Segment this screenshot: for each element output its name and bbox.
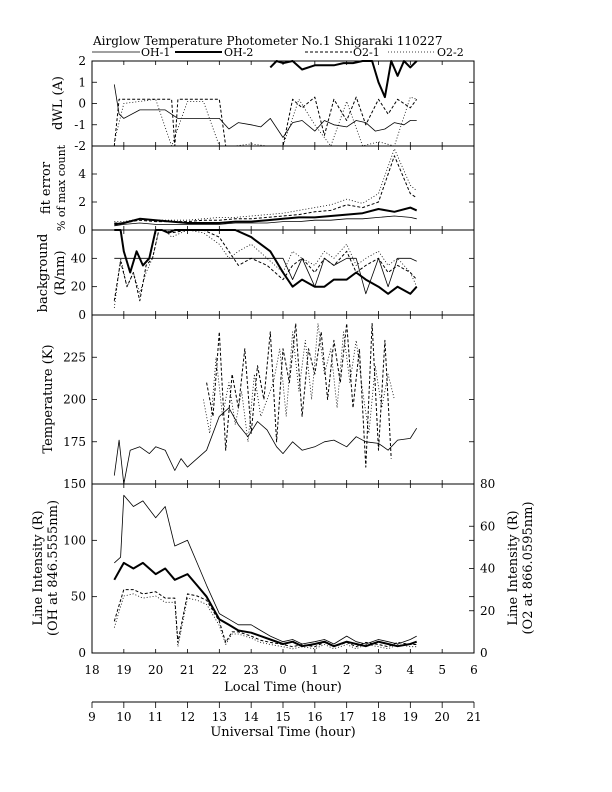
ylabel-fit-line2: % of max count <box>55 144 68 232</box>
ylabel-intensity-left-line1: Line Intensity (R) <box>31 510 46 626</box>
panel-fit-frame <box>92 146 474 230</box>
ylabel-intensity-right-line1: Line Intensity (R) <box>506 510 521 626</box>
panel-fit-series <box>114 149 416 226</box>
local-time-tick-label: 21 <box>179 663 196 677</box>
series-line-temp-o2-2 <box>203 324 394 442</box>
y-tick-label-dwl: -2 <box>74 139 86 153</box>
ylabel-temp: Temperature (K) <box>41 344 56 454</box>
local-time-tick-label: 0 <box>279 663 287 677</box>
series-line-bg-o2-1 <box>114 230 416 301</box>
ut-tick-label: 13 <box>211 710 227 724</box>
y-tick-label-temp: 175 <box>63 434 86 449</box>
panel-temp <box>41 315 474 491</box>
y-tick-label-bg: 0 <box>78 308 86 322</box>
ylabel-intensity-left-line2: (OH at 846.5555nm) <box>46 499 61 637</box>
ut-tick-label: 21 <box>466 710 482 724</box>
local-time-tick-label: 18 <box>84 663 100 677</box>
y-tick-label-temp: 150 <box>63 477 86 491</box>
ylabel-fit-line1: fit error <box>39 161 54 215</box>
panel-bg-series <box>114 230 416 308</box>
panel-intensity <box>31 477 536 660</box>
panel-fit <box>39 144 474 237</box>
y-tick-label-temp: 225 <box>63 350 86 365</box>
ylabel-dwl: dWL (A) <box>51 76 66 130</box>
local-time-tick-label: 19 <box>116 663 132 677</box>
ut-tick-label: 16 <box>307 710 323 724</box>
ylabel-bg-line2: (R/nm) <box>53 250 68 296</box>
ut-tick-label: 20 <box>434 710 450 724</box>
ylabel-intensity-right-line2: (O2 at 866.0595nm) <box>521 501 536 635</box>
y-tick-label-dwl: 0 <box>78 96 86 111</box>
ut-label: Universal Time (hour) <box>210 725 356 740</box>
series-line-bg-oh-1 <box>114 258 416 294</box>
y-tick-label-dwl: 1 <box>78 75 86 90</box>
y-tick-label-fit: 2 <box>78 195 86 209</box>
y-right-tick-label: 20 <box>480 603 496 618</box>
panel-dwl <box>51 54 474 153</box>
ut-axis <box>88 702 481 724</box>
y-tick-label-intensity: 50 <box>70 589 86 604</box>
panel-dwl-frame <box>92 61 474 146</box>
series-line-temp-oh-1 <box>114 408 416 484</box>
local-time-tick-label: 22 <box>211 663 227 677</box>
y-tick-label-fit: 0 <box>78 223 86 237</box>
panel-temp-frame <box>92 315 474 484</box>
local-time-tick-label: 1 <box>311 663 319 677</box>
series-line-intensity-o2-2 <box>114 594 416 649</box>
series-line-dwl-oh-1 <box>114 84 416 137</box>
ut-tick-label: 14 <box>243 710 259 724</box>
local-time-axis <box>84 663 477 677</box>
series-line-temp-o2-1 <box>207 324 392 468</box>
legend-label-oh2: OH-2 <box>224 46 254 59</box>
series-line-dwl-oh-2 <box>270 61 416 97</box>
panel-temp-series <box>114 324 416 485</box>
series-line-fit-o2-1 <box>114 156 416 223</box>
local-time-tick-label: 4 <box>406 663 415 677</box>
y-tick-label-fit: 4 <box>78 167 86 181</box>
legend-label-o22: O2-2 <box>437 46 464 59</box>
ut-tick-label: 19 <box>402 710 418 724</box>
series-line-dwl-o2-1 <box>114 97 416 146</box>
local-time-tick-label: 23 <box>243 663 259 677</box>
panel-dwl-series <box>114 61 416 146</box>
ut-tick-label: 9 <box>88 710 96 724</box>
series-line-bg-o2-2 <box>114 230 416 308</box>
local-time-tick-label: 5 <box>438 663 446 677</box>
y-right-tick-label: 60 <box>480 519 496 534</box>
ut-tick-label: 12 <box>179 710 196 724</box>
legend-label-oh1: OH-1 <box>141 46 171 59</box>
y-tick-label-temp: 200 <box>63 392 86 407</box>
series-line-dwl-o2-2 <box>114 97 416 146</box>
local-time-label: Local Time (hour) <box>224 680 342 695</box>
series-line-bg-oh-2 <box>114 230 416 294</box>
chart-title: Airglow Temperature Photometer No.1 Shigaraki 110227 <box>93 34 443 48</box>
y-tick-label-bg: 40 <box>70 251 86 266</box>
y-right-tick-label: 0 <box>480 646 488 660</box>
local-time-tick-label: 20 <box>148 663 164 677</box>
y-right-tick-label: 40 <box>480 561 496 576</box>
legend-label-o21: O2-1 <box>353 46 380 59</box>
y-tick-label-dwl: -1 <box>74 117 86 132</box>
y-tick-label-dwl: 2 <box>78 54 86 68</box>
local-time-tick-label: 2 <box>342 663 351 677</box>
ut-tick-label: 11 <box>148 710 164 724</box>
ut-tick-label: 18 <box>370 710 387 724</box>
y-tick-label-intensity: 100 <box>63 533 86 548</box>
panel-intensity-series <box>114 495 416 649</box>
local-time-tick-label: 6 <box>470 663 478 677</box>
ylabel-bg-line1: background <box>36 233 51 313</box>
series-line-intensity-oh-1 <box>114 495 416 644</box>
ut-tick-label: 15 <box>275 710 291 724</box>
ut-tick-label: 17 <box>339 710 355 724</box>
y-tick-label-intensity: 0 <box>78 646 86 660</box>
panel-bg <box>36 230 474 322</box>
local-time-tick-label: 3 <box>374 663 383 677</box>
y-tick-label-bg: 20 <box>70 279 86 294</box>
ut-tick-label: 10 <box>116 710 132 724</box>
y-right-tick-label: 80 <box>480 477 496 491</box>
